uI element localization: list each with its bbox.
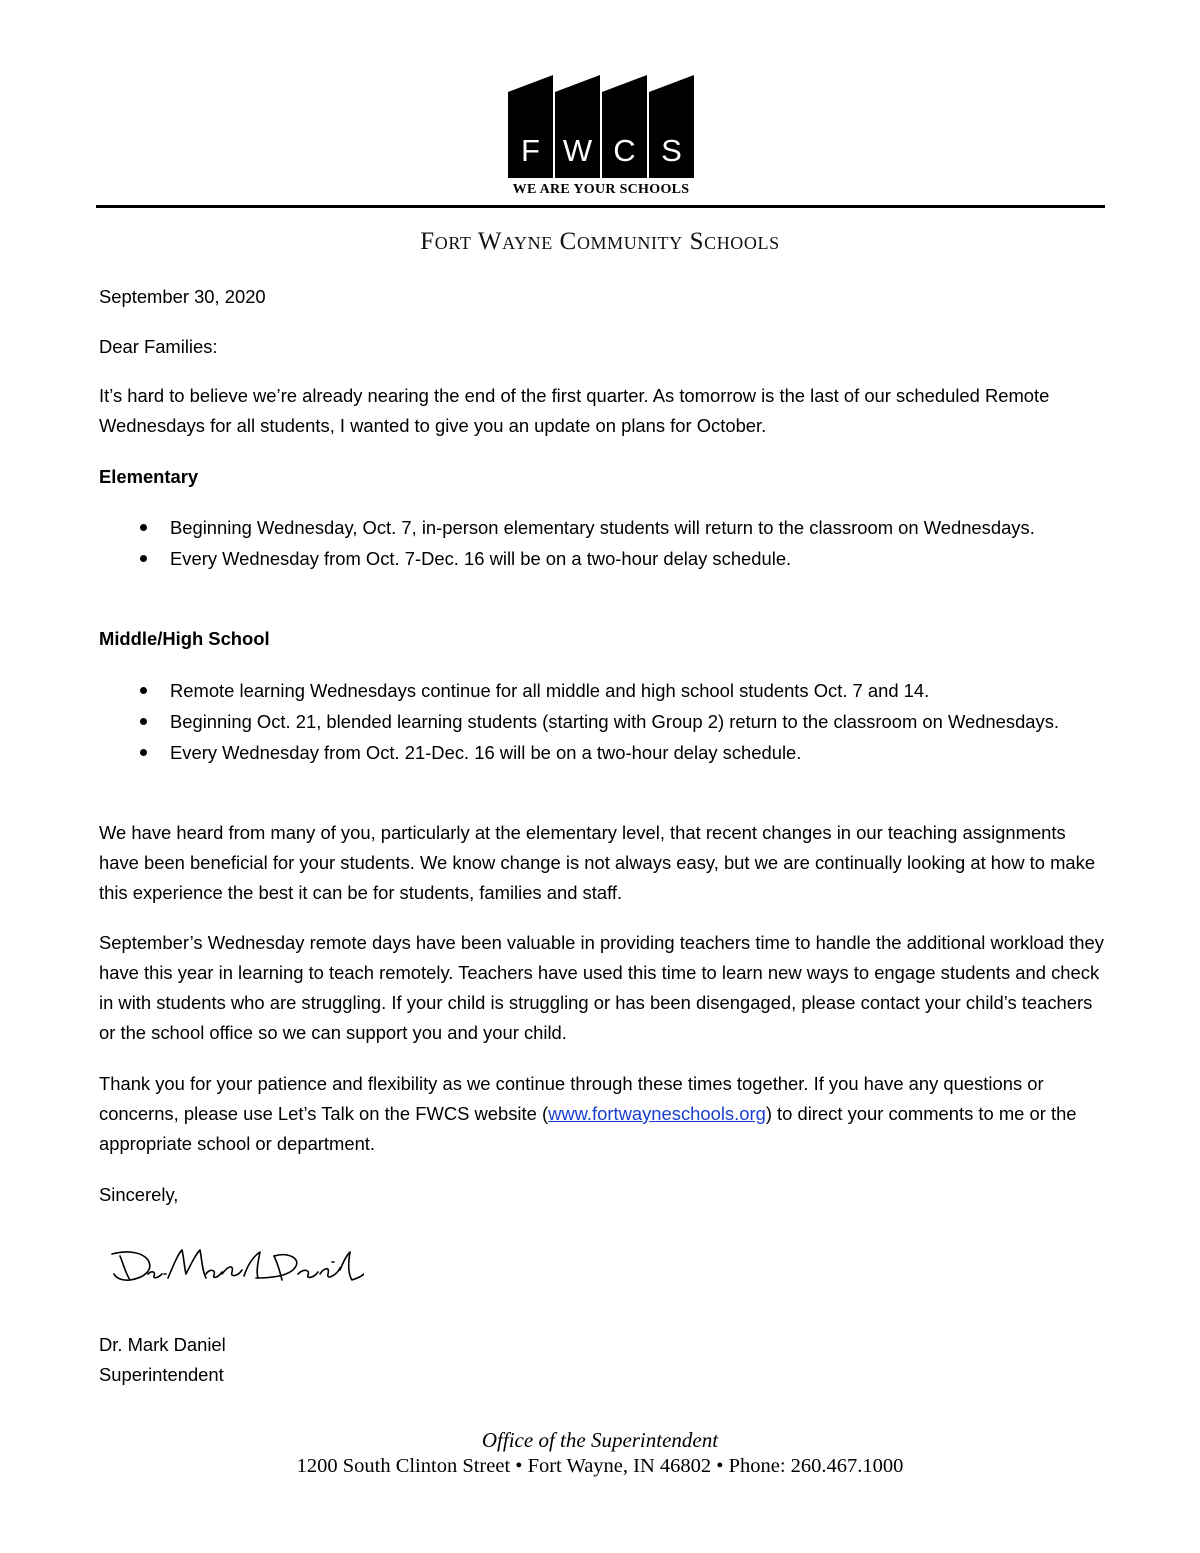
list-item — [99, 512, 1099, 543]
list-item-text: Every Wednesday from Oct. 7-Dec. 16 will be on a two-hour delay schedule. — [170, 548, 792, 569]
logo-letter-f: F — [521, 133, 540, 168]
list-item-text: Remote learning Wednesdays continue for all middle and high school students Oct. 7 and 14. — [170, 680, 930, 701]
header-divider — [96, 205, 1105, 208]
list-item — [99, 706, 1099, 737]
organization-name: Fort Wayne Community Schools — [420, 228, 780, 255]
logo-buildings-icon — [506, 74, 696, 178]
bullet-icon — [140, 687, 147, 694]
salutation: Dear Families: — [99, 336, 218, 357]
list-item-text: Every Wednesday from Oct. 21-Dec. 16 will be on a two-hour delay schedule. — [170, 742, 802, 763]
logo-letter-s: S — [661, 133, 682, 168]
signer-name: Dr. Mark Daniel — [99, 1334, 226, 1355]
logo-letter-w: W — [562, 133, 593, 168]
thanks-text-end: ) to direct your comments to me or the appropriate school or department. — [99, 1103, 1077, 1154]
thanks-text: Thank you for your patience and flexibility as we continue through these times together. If you have any questions or concerns, please use Let’s Talk on the FWCS website ( — [99, 1073, 1044, 1124]
middle-high-heading: Middle/High School — [99, 628, 270, 649]
list-item-text: Beginning Wednesday, Oct. 7, in-person elementary students will return to the classroom on Wednesdays. — [170, 517, 1035, 538]
fwcs-logo — [506, 74, 696, 200]
closing: Sincerely, — [99, 1184, 179, 1205]
list-item — [99, 675, 1099, 706]
logo-letter-c: C — [613, 133, 636, 168]
bullet-icon — [140, 555, 147, 562]
footer-office: Office of the Superintendent — [481, 1428, 719, 1452]
letter-date: September 30, 2020 — [99, 286, 266, 307]
footer-address: 1200 South Clinton Street • Fort Wayne, IN 46802 • Phone: 260.467.1000 — [296, 1455, 904, 1477]
elementary-list — [99, 512, 1099, 574]
bullet-icon — [140, 749, 147, 756]
thanks-paragraph — [99, 1069, 1109, 1159]
logo-tagline: WE ARE YOUR SCHOOLS — [512, 182, 690, 197]
bullet-icon — [140, 718, 147, 725]
website-link[interactable]: www.fortwayneschools.org — [548, 1103, 766, 1124]
elementary-heading: Elementary — [99, 466, 199, 487]
middle-high-list — [99, 675, 1099, 768]
feedback-paragraph: We have heard from many of you, particularly at the elementary level, that recent changes in our teaching assignments have been beneficial for your students. We know change is not always easy, but we are continually looking at how to make this experience the best it can be for students, families and staff. — [99, 822, 1096, 903]
handwritten-signature — [108, 1244, 364, 1290]
remote-days-paragraph: September’s Wednesday remote days have been valuable in providing teachers time to handle the additional workload they have this year in learning to teach remotely. Teachers have used this time to learn new ways to engage students and check in with students who are struggling. If your child is struggling or has been disengaged, please contact your child’s teachers or the school office so we can support you and your child. — [99, 932, 1104, 1043]
intro-paragraph: It’s hard to believe we’re already nearing the end of the first quarter. As tomorrow is the last of our scheduled Remote Wednesdays for all students, I wanted to give you an update on plans for October. — [99, 385, 1050, 436]
signer-title: Superintendent — [99, 1364, 224, 1385]
list-item — [99, 543, 1099, 574]
list-item-text: Beginning Oct. 21, blended learning students (starting with Group 2) return to the classroom on Wednesdays. — [170, 711, 1060, 732]
list-item — [99, 737, 1099, 768]
bullet-icon — [140, 524, 147, 531]
